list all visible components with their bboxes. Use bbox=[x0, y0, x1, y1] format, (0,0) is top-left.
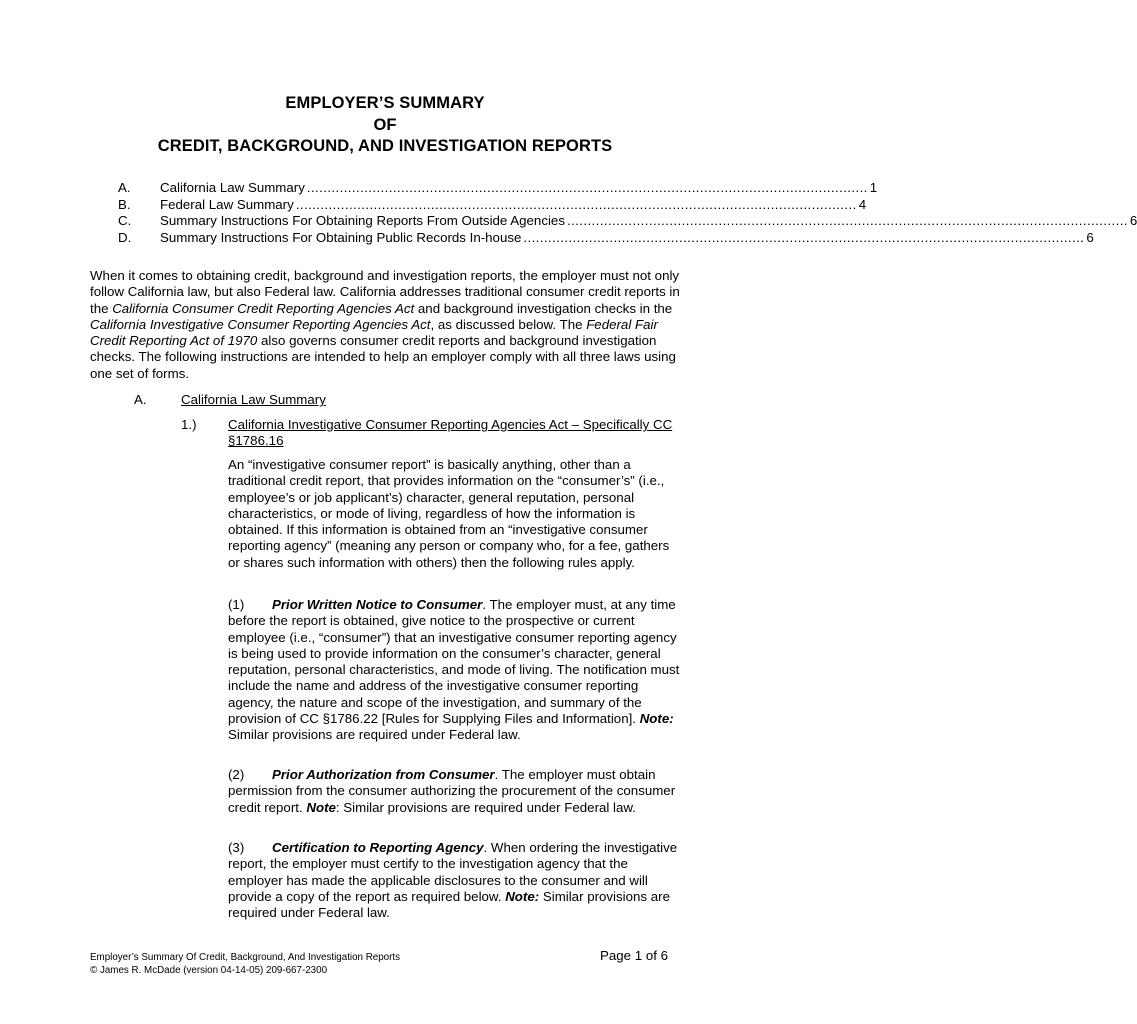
note-text: : Similar provisions are required under Federal law. bbox=[335, 799, 636, 815]
toc-page: 4 bbox=[858, 197, 867, 212]
intro-act-name: California Investigative Consumer Reporting Agencies Act bbox=[90, 316, 431, 332]
section-a-letter: A. bbox=[134, 392, 147, 407]
note-label: Note: bbox=[639, 711, 674, 727]
note-text: Similar provisions are required under Federal law. bbox=[228, 727, 521, 743]
subitem-3 bbox=[228, 840, 683, 921]
intro-paragraph bbox=[90, 268, 682, 382]
note-label: Note bbox=[306, 799, 336, 815]
subitem-number: (2) bbox=[228, 767, 245, 782]
subitem-1 bbox=[228, 597, 683, 744]
item-1-body: An “investigative consumer report” is basically anything, other than a traditional credit report, that provides information on the “consumer’s” (i.e., employee’s or job applicant’s) character, general reputation, personal characteristics, or mode of living, regardless of how the information is obtained. If this information is obtained from an “investigative consumer reporting agency” (meaning any person or company who, for a fee, gathers or shares such information with others) then the following rules apply. bbox=[228, 457, 670, 570]
toc-letter: C. bbox=[118, 213, 132, 228]
intro-act-name: Federal Fair Credit Reporting Act of 1970 bbox=[90, 316, 658, 349]
intro-text: also governs consumer credit reports and background investigation checks. The following instructions are intended to help an employer comply with all three laws using one set of forms. bbox=[90, 333, 676, 381]
toc-leader: ......................................................................................................................................... bbox=[566, 213, 1128, 228]
toc-text: Summary Instructions For Obtaining Reports From Outside Agencies bbox=[160, 213, 565, 228]
toc-page: 6 bbox=[1129, 213, 1137, 228]
toc-text: Federal Law Summary bbox=[160, 197, 294, 212]
subitem-number: (1) bbox=[228, 597, 245, 612]
toc-text: Summary Instructions For Obtaining Public Records In-house bbox=[160, 230, 522, 245]
intro-text: When it comes to obtaining credit, background and investigation reports, the employer must not only follow California law, but also Federal law. California addresses traditional consumer credit reports in the bbox=[90, 268, 680, 316]
toc-leader: ......................................................................................................................................... bbox=[523, 230, 1085, 245]
subitem-number: (3) bbox=[228, 840, 245, 855]
item-1-heading: California Investigative Consumer Reporting Agencies Act – Specifically CC §1786.16 bbox=[228, 417, 673, 449]
toc-leader: ......................................................................................................................................... bbox=[295, 197, 857, 212]
toc-letter: A. bbox=[118, 180, 131, 195]
intro-text: , as discussed below. The bbox=[430, 316, 587, 332]
subitem-label: Prior Authorization from Consumer bbox=[272, 767, 495, 782]
toc-text: California Law Summary bbox=[160, 180, 305, 195]
toc-item bbox=[118, 230, 1094, 248]
title-line-2: OF bbox=[373, 116, 397, 134]
title-line-3: CREDIT, BACKGROUND, AND INVESTIGATION REPORTS bbox=[157, 137, 613, 155]
toc-letter: D. bbox=[118, 230, 132, 245]
toc-item bbox=[118, 180, 878, 198]
footer-copyright: © James R. McDade (version 04-14-05) 209-667-2300 bbox=[90, 965, 328, 976]
toc-item bbox=[118, 213, 1137, 231]
intro-act-name: California Consumer Credit Reporting Agencies Act bbox=[112, 300, 415, 316]
subitem-text: . The employer must, at any time before the report is obtained, give notice to the prospective or current employee (i.e., “consumer”) that an investigative consumer reporting agency is being used to provide information on the consumer’s character, general reputation, personal characteristics, and mode of living. The notification must include the name and address of the investigative consumer reporting agency, the nature and scope of the investigation, and summary of the provision of CC §1786.22 [Rules for Supplying Files and Information]. bbox=[228, 597, 680, 727]
subitem-text: . The employer must obtain permission from the consumer authorizing the procurement of the consumer credit report. bbox=[228, 767, 676, 815]
toc-page: 1 bbox=[869, 180, 878, 195]
toc-leader: ......................................................................................................................................... bbox=[306, 180, 868, 195]
subitem-text: . When ordering the investigative report, the employer must certify to the investigation agency that the employer has made the applicable disclosures to the consumer and will provide a copy of the report as required below. bbox=[228, 840, 678, 904]
item-1-number: 1.) bbox=[181, 417, 197, 432]
toc-letter: B. bbox=[118, 197, 131, 212]
note-text: Similar provisions are required under Federal law. bbox=[228, 888, 670, 921]
subitem-label: Certification to Reporting Agency bbox=[272, 840, 484, 855]
note-label: Note: bbox=[505, 888, 540, 904]
title-line-1: EMPLOYER’S SUMMARY bbox=[285, 94, 485, 112]
toc-page: 6 bbox=[1086, 230, 1094, 245]
subitem-label: Prior Written Notice to Consumer bbox=[272, 597, 483, 612]
subitem-2 bbox=[228, 767, 683, 816]
footer-document-title: Employer’s Summary Of Credit, Background, And Investigation Reports bbox=[90, 952, 401, 963]
section-a-heading: California Law Summary bbox=[181, 392, 326, 407]
intro-text: and background investigation checks in the bbox=[414, 300, 673, 316]
page-number: Page 1 of 6 bbox=[600, 948, 669, 963]
